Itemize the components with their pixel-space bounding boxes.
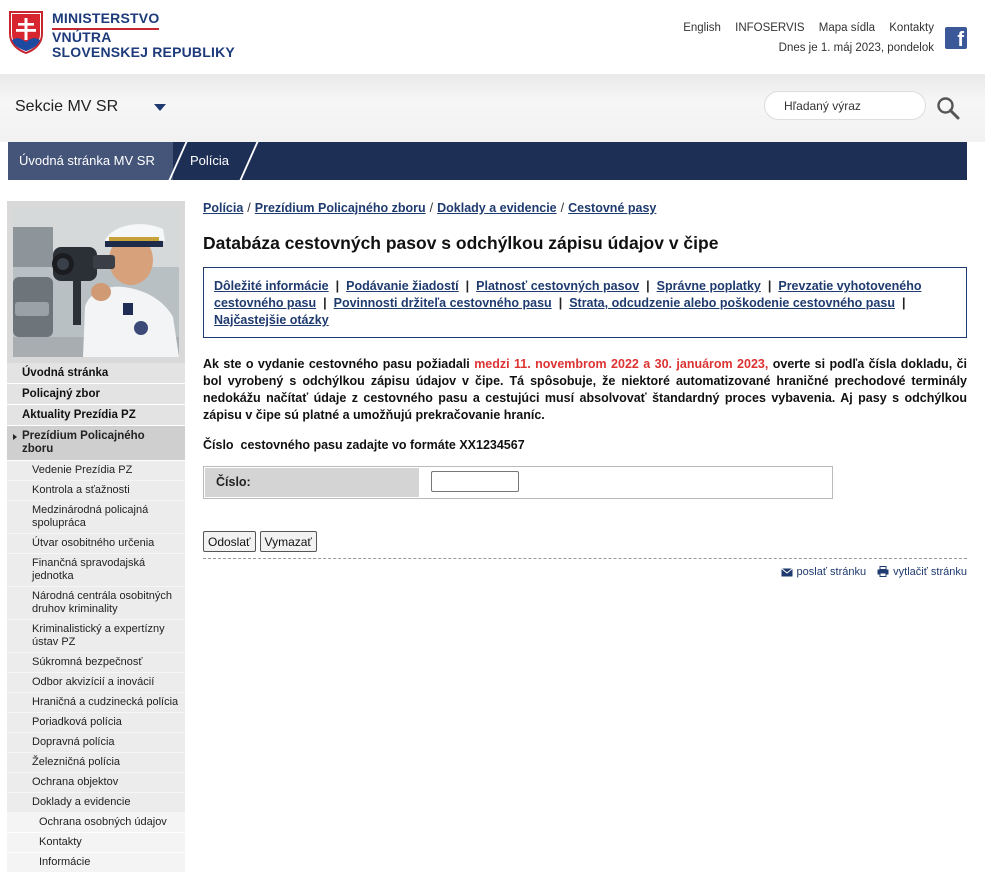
police-photo bbox=[7, 201, 185, 363]
mail-icon bbox=[781, 568, 793, 577]
top-links bbox=[672, 22, 934, 34]
format-instruction: Číslo cestovného pasu zadajte vo formáte XX1234567 bbox=[203, 438, 525, 452]
page-title: Databáza cestovných pasov s odchýlkou zápisu údajov v čipe bbox=[203, 233, 719, 253]
breadcrumb bbox=[203, 201, 967, 215]
facebook-icon[interactable]: f bbox=[945, 27, 967, 49]
submenu-item[interactable]: Kriminalistický a expertízny ústav PZ bbox=[7, 620, 185, 653]
related-link[interactable]: Povinnosti držiteľa cestovného pasu bbox=[333, 296, 552, 310]
nav-home[interactable]: Úvodná stránka MV SR bbox=[8, 142, 173, 180]
link-english[interactable]: English bbox=[683, 22, 721, 34]
submenu-item[interactable]: Útvar osobitného určenia bbox=[7, 534, 185, 554]
related-link[interactable]: Strata, odcudzenie alebo poškodenie cestovného pasu bbox=[569, 296, 895, 310]
send-page-link[interactable]: poslať stránku bbox=[796, 566, 867, 578]
intro-text: overte si podľa čísla dokladu, či bol vyrobený s odchýlkou zápisu údajov v čipe. Tá spôsobuje, že niektoré automatizované hraničné prechodové terminály nedokážu načítať údaje z cestovného pasu a cestujúci musí absolvovať štandardný proces vybavenia. Aj pasy s odchýlkou zápisu v čipe sú platné a umožňujú prekračovanie hraníc. bbox=[203, 357, 967, 422]
print-page-link[interactable]: vytlačiť stránku bbox=[893, 566, 967, 578]
submit-button[interactable]: Odoslať bbox=[203, 531, 256, 552]
link-separator: | bbox=[767, 279, 772, 293]
submenu2-item[interactable]: Kontakty bbox=[7, 833, 185, 853]
breadcrumb-separator: / bbox=[429, 201, 434, 215]
submenu-item[interactable]: Ochrana objektov bbox=[7, 773, 185, 793]
menu-item-policajny-zbor[interactable]: Policajný zbor bbox=[7, 384, 185, 405]
current-date: Dnes je 1. máj 2023, pondelok bbox=[778, 42, 934, 54]
passport-number-input[interactable] bbox=[431, 471, 519, 492]
submenu-item[interactable]: Finančná spravodajská jednotka bbox=[7, 554, 185, 587]
link-separator: | bbox=[335, 279, 340, 293]
submenu-item[interactable]: Národná centrála osobitných druhov kriminality bbox=[7, 587, 185, 620]
related-links-box bbox=[203, 267, 967, 338]
submenu-item[interactable]: Železničná polícia bbox=[7, 753, 185, 773]
intro-paragraph bbox=[203, 356, 967, 424]
submenu-item[interactable]: Medzinárodná policajná spolupráca bbox=[7, 501, 185, 534]
sections-dropdown[interactable] bbox=[15, 98, 166, 116]
submenu-item[interactable]: Kontrola a sťažnosti bbox=[7, 481, 185, 501]
breadcrumb-separator: / bbox=[247, 201, 251, 215]
related-link[interactable]: Podávanie žiadostí bbox=[346, 279, 459, 293]
form-buttons bbox=[203, 531, 967, 552]
logo-line: VNÚTRA bbox=[52, 29, 112, 45]
main-content bbox=[203, 201, 967, 578]
submenu-item[interactable]: Hraničná a cudzinecká polícia bbox=[7, 693, 185, 713]
search-icon[interactable] bbox=[936, 96, 960, 120]
search-input[interactable] bbox=[764, 91, 926, 120]
submenu-item[interactable]: Vedenie Prezídia PZ bbox=[7, 461, 185, 481]
related-link[interactable]: Platnosť cestovných pasov bbox=[476, 279, 640, 293]
ministry-logo[interactable] bbox=[8, 10, 235, 60]
nav-policia[interactable]: Polícia bbox=[190, 153, 230, 168]
breadcrumb-link[interactable]: Doklady a evidencie bbox=[437, 201, 557, 215]
breadcrumb-link[interactable]: Polícia bbox=[203, 201, 244, 215]
main-navigation bbox=[8, 142, 967, 180]
clear-button[interactable]: Vymazať bbox=[260, 531, 317, 552]
nav-divider bbox=[238, 142, 260, 180]
link-kontakty[interactable]: Kontakty bbox=[889, 22, 934, 34]
intro-text: Ak ste o vydanie cestovného pasu požiadali bbox=[203, 357, 475, 371]
logo-line: MINISTERSTVO bbox=[52, 11, 159, 30]
breadcrumb-separator: / bbox=[560, 201, 565, 215]
coat-of-arms-icon bbox=[8, 10, 44, 54]
submenu-item[interactable]: Dopravná polícia bbox=[7, 733, 185, 753]
related-link[interactable]: Prevzatie vyhotoveného cestovného pasu bbox=[214, 279, 922, 310]
logo-line: SLOVENSKEJ REPUBLIKY bbox=[52, 44, 235, 60]
policeman-radar-image bbox=[13, 207, 179, 357]
site-header bbox=[0, 0, 985, 74]
breadcrumb-link[interactable]: Cestovné pasy bbox=[568, 201, 657, 215]
submenu-item[interactable]: Súkromná bezpečnosť bbox=[7, 653, 185, 673]
submenu-item-doklady[interactable]: Doklady a evidencie bbox=[7, 793, 185, 813]
logo-text bbox=[52, 11, 235, 60]
intro-highlight: medzi 11. novembrom 2022 a 30. januárom 2023, bbox=[474, 357, 769, 371]
link-separator: | bbox=[646, 279, 650, 293]
sections-label: Sekcie MV SR bbox=[15, 98, 119, 115]
submenu2-item[interactable]: Informácie bbox=[7, 853, 185, 873]
sidebar bbox=[7, 201, 185, 873]
link-infoservis[interactable]: INFOSERVIS bbox=[735, 22, 805, 34]
submenu2-item[interactable]: Ochrana osobných údajov bbox=[7, 813, 185, 833]
link-separator: | bbox=[558, 296, 563, 310]
menu-item-uvodna[interactable]: Úvodná stránka bbox=[7, 363, 185, 384]
menu-item-aktuality[interactable]: Aktuality Prezídia PZ bbox=[7, 405, 185, 426]
menu-item-prezidium[interactable]: Prezídium Policajného zboru bbox=[7, 426, 185, 461]
link-separator: | bbox=[465, 279, 470, 293]
related-link[interactable]: Najčastejšie otázky bbox=[214, 313, 329, 327]
page-tools bbox=[203, 566, 967, 578]
link-mapa-sidla[interactable]: Mapa sídla bbox=[818, 22, 876, 34]
passport-number-form bbox=[203, 466, 833, 499]
related-link[interactable]: Správne poplatky bbox=[656, 279, 761, 293]
divider bbox=[203, 558, 967, 559]
sections-band bbox=[0, 74, 985, 142]
passport-number-label: Číslo: bbox=[204, 467, 420, 498]
link-separator: | bbox=[323, 296, 327, 310]
passport-number-cell bbox=[420, 467, 832, 498]
submenu-item[interactable]: Odbor akvizícií a inovácií bbox=[7, 673, 185, 693]
submenu-item[interactable]: Poriadková polícia bbox=[7, 713, 185, 733]
breadcrumb-link[interactable]: Prezídium Policajného zboru bbox=[254, 201, 426, 215]
link-separator: | bbox=[901, 296, 906, 310]
dropdown-arrow-icon bbox=[154, 104, 166, 111]
print-icon bbox=[877, 566, 889, 577]
related-link[interactable]: Dôležité informácie bbox=[214, 279, 329, 293]
